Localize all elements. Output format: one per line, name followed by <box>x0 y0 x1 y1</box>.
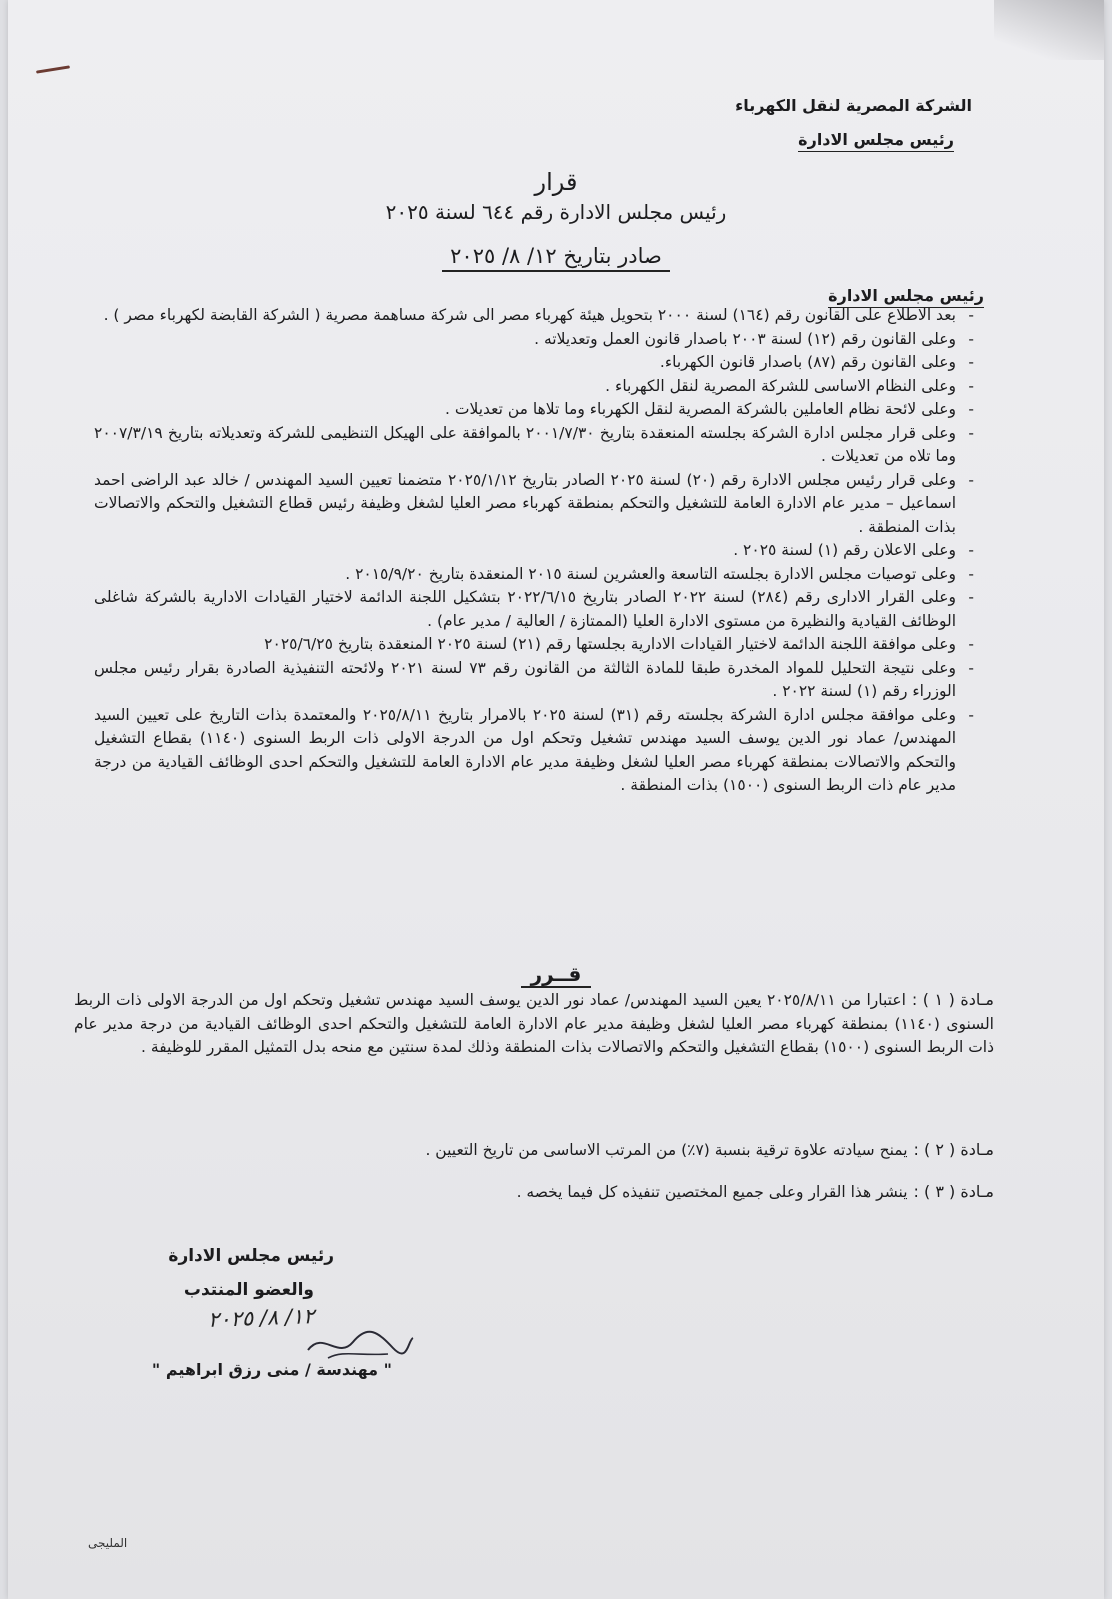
article-3 <box>74 1180 994 1205</box>
preamble-item: - وعلى قرار مجلس ادارة الشركة بجلسته المنعقدة بتاريخ ٢٠٠١/٧/٣٠ بالموافقة على الهيكل التنظيمى للشركة وتعديلاته بتاريخ ٢٠٠٧/٣/١٩ وما تلاه من تعديلات . <box>94 422 974 469</box>
decides-heading-text: قــرر <box>521 962 592 988</box>
article-1 <box>74 988 994 1060</box>
decision-number: رئيس مجلس الادارة رقم ٦٤٤ لسنة ٢٠٢٥ <box>385 200 727 224</box>
preamble-item: - وعلى النظام الاساسى للشركة المصرية لنقل الكهرباء . <box>94 375 974 399</box>
decision-date <box>8 244 1104 268</box>
preamble-item: - وعلى قرار رئيس مجلس الادارة رقم (٢٠) لسنة ٢٠٢٥ الصادر بتاريخ ٢٠٢٥/١/١٢ متضمنا تعيين السيد المهندس / خالد عبد الراضى احمد اسماعيل – مدير عام الادارة العامة للتشغيل والتحكم بمنطقة كهرباء مصر العليا لشغل وظيفة رئيس قطاع التشغيل والتحكم والاتصالات بذات المنطقة . <box>94 469 974 540</box>
preamble-item: - وعلى القانون رقم (٨٧) باصدار قانون الكهرباء. <box>94 351 974 375</box>
preamble-item: - وعلى توصيات مجلس الادارة بجلسته التاسعة والعشرين لسنة ٢٠١٥ المنعقدة بتاريخ ٢٠١٥/٩/٢٠ . <box>94 563 974 587</box>
article-text: اعتبارا من ٢٠٢٥/٨/١١ يعين السيد المهندس/ عماد نور الدين يوسف السيد مهندس تشغيل وتحكم اول من الدرجة الاولى ذات الربط السنوى (١١٤٠) بمنطقة كهرباء مصر العليا لشغل وظيفة مدير عام الادارة العامة للتشغيل والتحكم احدى الوظائف القيادية من درجة مدير عام ذات الربط السنوى (١٥٠٠) بقطاع التشغيل والتحكم والاتصالات بذات المنطقة وذلك لمدة سنتين مع منحه بدل التمثيل المقرر للوظيفة . <box>74 991 994 1056</box>
article-text: يمنح سيادته علاوة ترقية بنسبة (٧٪) من المرتب الاساسى من تاريخ التعيين . <box>425 1141 908 1159</box>
article-text: ينشر هذا القرار وعلى جميع المختصين تنفيذه كل فيما يخصه . <box>516 1183 908 1201</box>
preamble-item: - وعلى موافقة اللجنة الدائمة لاختيار القيادات الادارية بجلستها رقم (٢١) لسنة ٢٠٢٥ المنعقدة بتاريخ ٢٠٢٥/٦/٢٥ <box>94 633 974 657</box>
page-corner-shadow <box>994 0 1104 60</box>
issuer-title: رئيس مجلس الادارة <box>798 130 954 152</box>
decides-heading <box>8 962 1104 986</box>
preamble-item: - وعلى موافقة مجلس ادارة الشركة بجلسته رقم (٣١) لسنة ٢٠٢٥ بالامرار بتاريخ ٢٠٢٥/٨/١١ والمعتمدة بذات التاريخ على تعيين السيد المهندس/ عماد نور الدين يوسف السيد مهندس تشغيل وتحكم اول من الدرجة الاولى ذات الربط السنوى (١١٤٠) بقطاع التشغيل والتحكم والاتصالات بمنطقة كهرباء مصر العليا لشغل وظيفة مدير عام الادارة العامة للتشغيل والتحكم احدى الوظائف القيادية من درجة مدير عام ذات الربط السنوى (١٥٠٠) بذات المنطقة . <box>94 704 974 798</box>
preamble-item: - وعلى لائحة نظام العاملين بالشركة المصرية لنقل الكهرباء وما تلاها من تعديلات . <box>94 398 974 422</box>
footer-note: المليجى <box>88 1536 128 1550</box>
pen-mark <box>36 65 70 73</box>
company-name: الشركة المصرية لنقل الكهرباء <box>735 96 972 115</box>
signatory-name: " مهندسة / منى رزق ابراهيم " <box>151 1360 392 1379</box>
preamble-item: - بعد الاطلاع على القانون رقم (١٦٤) لسنة ٢٠٠٠ بتحويل هيئة كهرباء مصر الى شركة مساهمة مصرية ( الشركة القابضة لكهرباء مصر ) . <box>94 304 974 328</box>
document-page <box>8 0 1104 1599</box>
preamble-item: - وعلى القرار الادارى رقم (٢٨٤) لسنة ٢٠٢٢ الصادر بتاريخ ٢٠٢٢/٦/١٥ بتشكيل اللجنة الدائمة لاختيار القيادات الادارية بالشركة شاغلى الوظائف القيادية والنظيرة من مستوى الادارة العليا (الممتازة / العالية / مدير عام) . <box>94 586 974 633</box>
decision-title: قرار <box>534 168 578 196</box>
handwritten-date: ١٢/ ٨/ ٢٠٢٥ <box>207 1304 315 1332</box>
preamble-list <box>94 304 974 798</box>
section-heading: رئيس مجلس الادارة <box>828 286 984 308</box>
article-label: مـادة ( ٢ ) : <box>913 1140 994 1159</box>
preamble-item: - وعلى الاعلان رقم (١) لسنة ٢٠٢٥ . <box>94 539 974 563</box>
signatory-subtitle: والعضو المنتدب <box>183 1280 314 1300</box>
preamble-item: - وعلى القانون رقم (١٢) لسنة ٢٠٠٣ باصدار قانون العمل وتعديلاته . <box>94 328 974 352</box>
signatory-title: رئيس مجلس الادارة <box>168 1246 334 1266</box>
article-2 <box>74 1138 994 1163</box>
preamble-item: - وعلى نتيجة التحليل للمواد المخدرة طبقا للمادة الثالثة من القانون رقم ٧٣ لسنة ٢٠٢١ ولائحته التنفيذية الصادرة بقرار رئيس مجلس الوزراء رقم (١) لسنة ٢٠٢٢ . <box>94 657 974 704</box>
decision-date-text: صادر بتاريخ ١٢/ ٨/ ٢٠٢٥ <box>442 244 670 272</box>
article-label: مـادة ( ٣ ) : <box>913 1182 994 1201</box>
article-label: مـادة ( ١ ) : <box>911 990 994 1009</box>
